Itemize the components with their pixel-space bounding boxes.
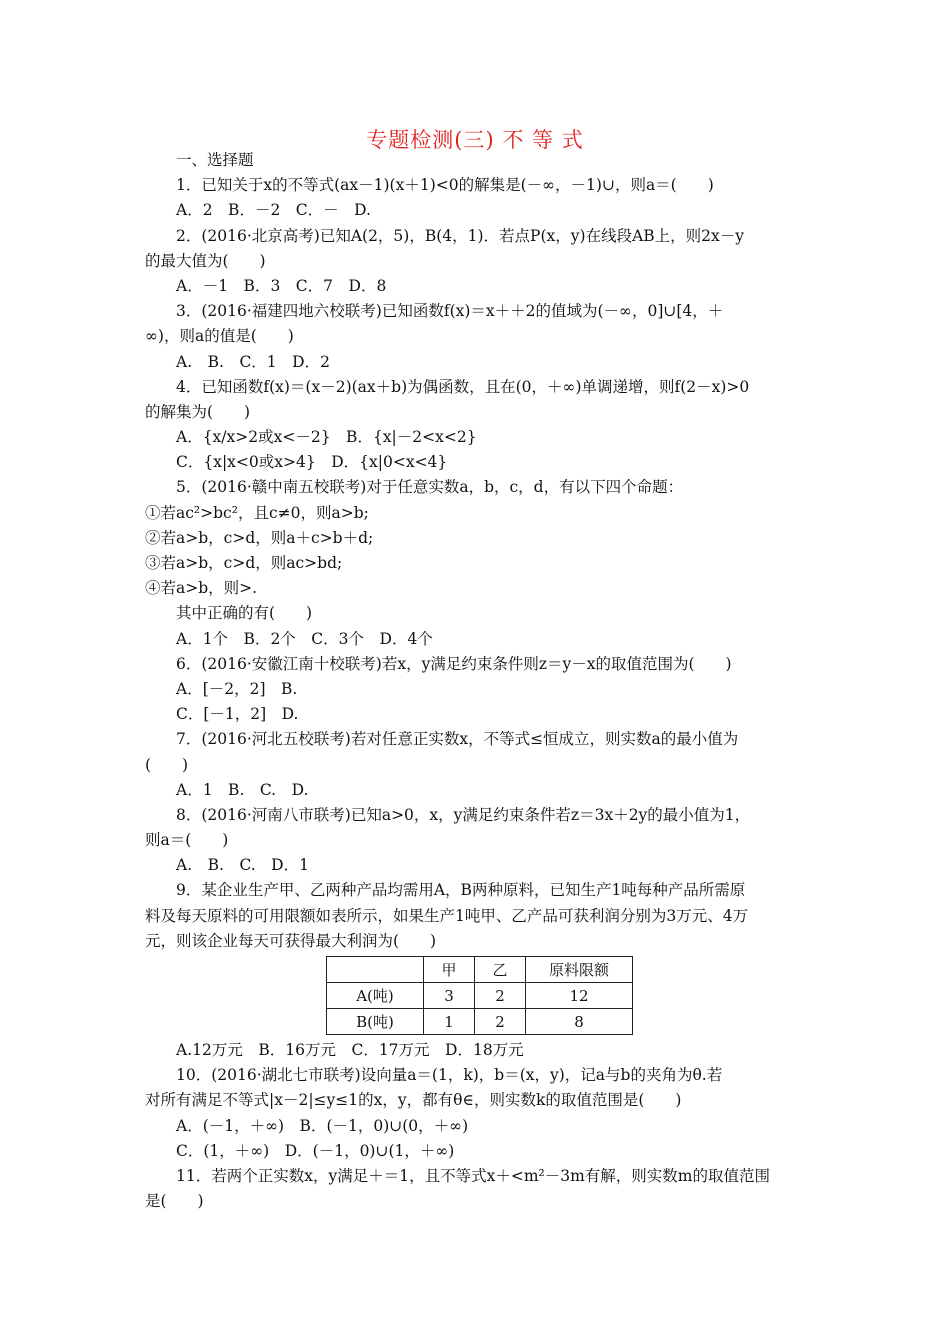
section-heading: 一、选择题 bbox=[176, 151, 254, 169]
text-line: 5．(2016·赣中南五校联考)对于任意实数a，b，c，d，有以下四个命题： bbox=[176, 478, 684, 497]
text-line: ③若a>b，c>d，则ac>bd; bbox=[145, 554, 343, 572]
text-line: A.12万元 B．16万元 C．17万元 D．18万元 bbox=[176, 1041, 524, 1059]
text-line: 元，则该企业每天可获得最大利润为( ) bbox=[145, 931, 437, 950]
table-header-cell: 原料限额 bbox=[526, 957, 633, 983]
table-cell: 8 bbox=[526, 1009, 633, 1035]
text-line: A. B. C．1 D．2 bbox=[176, 352, 330, 371]
text-line: A．1个 B．2个 C．3个 D．4个 bbox=[176, 629, 433, 648]
text-line: 对所有满足不等式|x－2|≤y≤1的x，y，都有θ∈，则实数k的取值范围是( ) bbox=[145, 1091, 682, 1110]
text-line: A．{x/x>2或x<－2} B．{x|－2<x<2} bbox=[176, 428, 477, 447]
text-line: 4．已知函数f(x)＝(x－2)(ax＋b)为偶函数，且在(0，＋∞)单调递增，则f(2－x)>0 bbox=[176, 377, 750, 396]
text-line: 6．(2016·安徽江南十校联考)若x，y满足约束条件则z＝y－x的取值范围为( ) bbox=[176, 654, 732, 673]
text-line: 3．(2016·福建四地六校联考)已知函数f(x)＝x＋＋2的值域为(－∞，0]∪[4，＋ bbox=[176, 302, 724, 321]
text-line: 11．若两个正实数x，y满足＋＝1，且不等式x＋<m²－3m有解，则实数m的取值范围 bbox=[176, 1166, 770, 1185]
page-title: 专题检测(三) 不 等 式 bbox=[366, 128, 584, 152]
text-line: A．1 B. C. D. bbox=[176, 780, 309, 799]
text-line: 1．已知关于x的不等式(ax－1)(x＋1)<0的解集是(－∞，－1)∪，则a＝( ) bbox=[176, 176, 714, 195]
text-line: A．2 B．－2 C．－ D. bbox=[176, 201, 371, 220]
document-body bbox=[145, 148, 810, 1214]
table-header-row bbox=[327, 957, 633, 983]
table-row bbox=[327, 1009, 633, 1035]
text-line: 是( ) bbox=[145, 1192, 204, 1211]
text-line: A．－1 B．3 C．7 D．8 bbox=[176, 276, 387, 295]
text-line: 10．(2016·湖北七市联考)设向量a＝(1，k)，b＝(x，y)，记a与b的夹角为θ.若 bbox=[176, 1066, 723, 1085]
materials-table bbox=[326, 956, 633, 1035]
text-line: 则a＝( ) bbox=[145, 831, 229, 850]
text-line: ∞)，则a的值是( ) bbox=[145, 327, 294, 346]
table-cell: B(吨) bbox=[327, 1009, 424, 1035]
text-line: 的解集为( ) bbox=[145, 402, 251, 421]
text-line: ②若a>b，c>d，则a＋c>b＋d; bbox=[145, 528, 374, 547]
text-line: 的最大值为( ) bbox=[145, 251, 266, 270]
table-cell: 1 bbox=[424, 1009, 475, 1035]
table-cell: A(吨) bbox=[327, 983, 424, 1009]
table-header-cell: 甲 bbox=[424, 957, 475, 983]
text-line: C．(1，＋∞) D．(－1，0)∪(1，＋∞) bbox=[176, 1141, 455, 1160]
table-row bbox=[327, 983, 633, 1009]
text-line: C．{x|x<0或x>4} D．{x|0<x<4} bbox=[176, 453, 448, 472]
table-cell: 12 bbox=[526, 983, 633, 1009]
table-header-cell bbox=[327, 957, 424, 983]
text-line: 其中正确的有( ) bbox=[176, 604, 313, 623]
text-line: 料及每天原料的可用限额如表所示，如果生产1吨甲、乙产品可获利润分别为3万元、4万 bbox=[145, 906, 749, 925]
text-line: C．[－1，2] D. bbox=[176, 705, 299, 724]
text-line: A．(－1，＋∞) B．(－1，0)∪(0，＋∞) bbox=[176, 1116, 469, 1135]
table-cell: 3 bbox=[424, 983, 475, 1009]
text-line: A. B. C. D．1 bbox=[176, 856, 309, 875]
text-line: 9．某企业生产甲、乙两种产品均需用A，B两种原料，已知生产1吨每种产品所需原 bbox=[176, 881, 746, 900]
text-line: ①若ac²>bc²，且c≠0，则a>b; bbox=[145, 503, 369, 522]
table-cell: 2 bbox=[475, 983, 526, 1009]
text-line: 8．(2016·河南八市联考)已知a>0，x，y满足约束条件若z＝3x＋2y的最小值为1， bbox=[176, 805, 751, 824]
text-line: ④若a>b，则>. bbox=[145, 579, 258, 598]
table-cell: 2 bbox=[475, 1009, 526, 1035]
text-line: 7．(2016·河北五校联考)若对任意正实数x，不等式≤恒成立，则实数a的最小值为 bbox=[176, 730, 739, 749]
table-header-cell: 乙 bbox=[475, 957, 526, 983]
text-line: ( ) bbox=[145, 755, 189, 774]
text-line: A．[－2，2] B. bbox=[176, 679, 298, 698]
text-line: 2．(2016·北京高考)已知A(2，5)，B(4，1)．若点P(x，y)在线段AB上，则2x－y bbox=[176, 226, 745, 245]
